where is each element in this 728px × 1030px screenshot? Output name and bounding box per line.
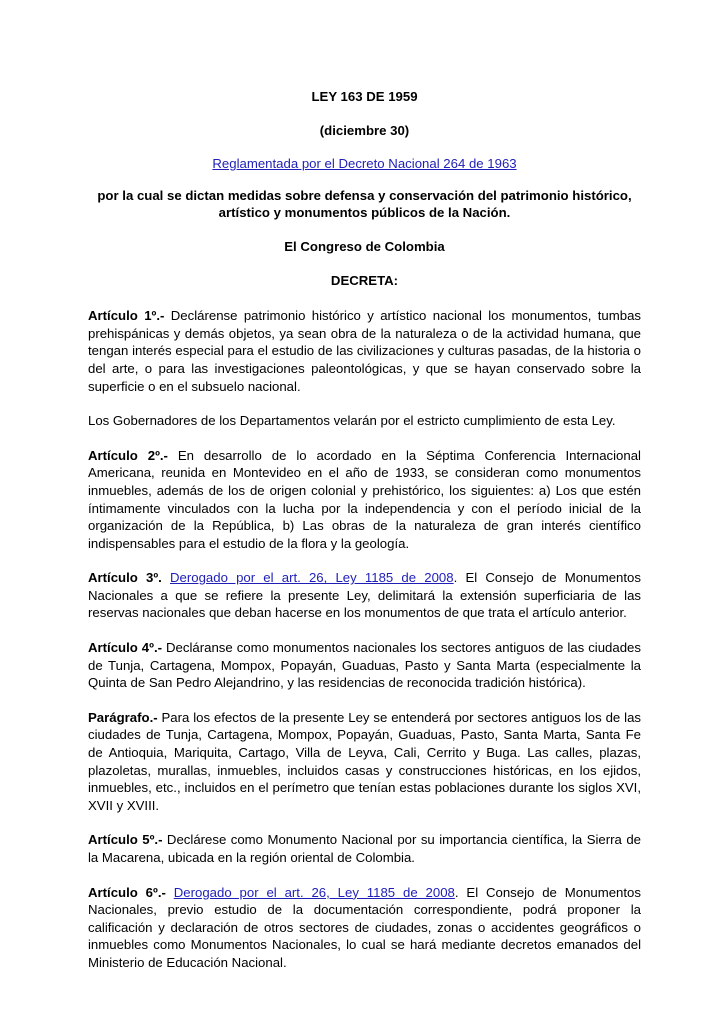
article-5-label: Artículo 5º.- (88, 832, 163, 848)
paragrafo-label: Parágrafo.- (88, 709, 158, 725)
article-1 (88, 307, 641, 395)
article-2 (88, 447, 641, 553)
article-3 (88, 569, 641, 622)
article-2-text: En desarrollo de lo acordado en la Séptima Conferencia Internacional Americana, reunida en Montevideo en el año de 1933, se consideran como monumentos inmuebles, además de los de origen colonial y prehistórico, los siguientes: a) Los que estén íntimamente vinculados con la lucha por la independencia y con el período inicial de la organización de la República, b) Las obras de la naturaleza de gran interés científico indispensables para el estudio de la flora y la geología. (88, 447, 641, 551)
paragrafo-text: Para los efectos de la presente Ley se entenderá por sectores antiguos los de las ciudades de Tunja, Cartagena, Mompox, Popayán, Guaduas, Pasto, Santa Marta, Santa Fe de Antioquia, Mariquita, Cartago, Villa de Leyva, Cali, Cerrito y Buga. Las calles, plazas, plazoletas, murallas, inmuebles, incluidos casas y construcciones históricas, en los ejidos, inmuebles, etc., incluidos en el perímetro que tenían estas poblaciones durante los siglos XVI, XVII y XVIII. (88, 709, 641, 813)
article-5-text: Declárese como Monumento Nacional por su importancia científica, la Sierra de la Macarena, ubicada en la región oriental de Colombia. (88, 832, 641, 865)
article-4 (88, 639, 641, 692)
article-3-text: . El Consejo de Monumentos Nacionales a que se refiere la presente Ley, delimitará la extensión superficiaria de las reservas nacionales que deban hacerse en los monumentos de que trata el artículo anterior. (88, 570, 641, 621)
decreta-heading: DECRETA: (330, 272, 399, 288)
article-1-label: Artículo 1º.- (88, 308, 165, 324)
article-6-text: . El Consejo de Monumentos Nacionales, previo estudio de la documentación correspondiente, podrá proponer la calificación y declaración de otros sectores de ciudades, zonas o accidentes geográficos o inmuebles como Monumentos Nacionales, lo cual se hará mediante decretos emanados del Ministerio de Educación Nacional. (88, 884, 641, 970)
law-title: LEY 163 DE 1959 (311, 89, 418, 104)
article-1-text: Declárense patrimonio histórico y artístico nacional los monumentos, tumbas prehispánicas y demás objetos, ya sean obra de la naturaleza o de la actividad humana, que tengan interés especial para el estudio de las civilizaciones y culturas pasadas, de la historia o del arte, o para las investigaciones paleontológicas, y que se hayan conservado sobre la superficie o en el subsuelo nacional. (88, 308, 641, 394)
article-2-label: Artículo 2º.- (88, 447, 168, 463)
paragrafo (88, 709, 641, 815)
article-4-text: Decláranse como monumentos nacionales los sectores antiguos de las ciudades de Tunja, Cartagena, Mompox, Popayán, Guaduas, Pasto y Santa Marta (especialmente la Quinta de San Pedro Alejandrino, y las residencias de reconocida tradición histórica). (88, 640, 641, 691)
article-3-derogation-link[interactable]: Derogado por el art. 26, Ley 1185 de 2008 (169, 570, 454, 586)
article-1-paragraph-2-text: Los Gobernadores de los Departamentos velarán por el estricto cumplimiento de esta Ley. (88, 413, 616, 429)
regulation-link[interactable]: Reglamentada por el Decreto Nacional 264 de 1963 (212, 156, 517, 172)
article-4-label: Artículo 4º.- (88, 640, 163, 656)
article-1-paragraph-2 (88, 412, 641, 430)
article-6-derogation-link[interactable]: Derogado por el art. 26, Ley 1185 de 2008 (173, 884, 455, 900)
law-date: (diciembre 30) (319, 122, 410, 138)
article-5 (88, 831, 641, 866)
congress-heading: El Congreso de Colombia (284, 238, 445, 254)
regulation-line (88, 155, 641, 173)
law-subject: por la cual se dictan medidas sobre defensa y conservación del patrimonio histórico, artístico y monumentos públicos de la Nación. (97, 187, 632, 221)
article-6 (88, 884, 641, 972)
article-6-label: Artículo 6º.- (88, 884, 166, 900)
article-3-label: Artículo 3º. (88, 570, 162, 586)
